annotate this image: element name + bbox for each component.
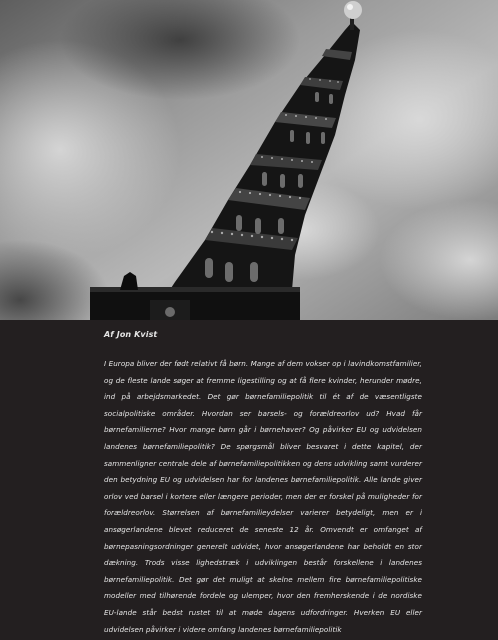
article-abstract: I Europa bliver der født relativt få børn. Mange af dem vokser op i lavindkomstfamilier, og de fleste lande søger at fremme ligestilling og at få flere kvinder, herunder mødre, ind på arbejdsmarkedet. Det gør børnefamiliepolitik til ét af de væsentligste socialpolitiske områder. Hvordan ser barsels- og forældreorlov ud? Hvad får børnefamilierne? Hvor mange børn går i børnehaver? Og påvirker EU og udvidelsen landenes børnefamiliepolitik? De spørgsmål bliver besvaret i dette kapitel, der sammenligner centrale dele af børnefamiliepolitikken og dens udvikling samt vurderer den betydning EU og udvidelsen har for landenes børnefamiliepolitik. Alle lande giver orlov ved barsel i kortere eller længere perioder, men der er forskel på muligheder for forældreorlov. Størrelsen af børnefamilieydelser varierer betydeligt, men er i ansøgerlandene blevet reduceret de seneste 12 år. Omvendt er omfanget af børnepasningsordninger generelt udvidet, hvor ansøgerlandene har beholdt en stor dækning. Trods visse lighedstræk i udviklingen består forskellene i landenes børnefamiliepolitik. Det gør det muligt at skelne mellem fire børnefamiliepolitiske modeller med tilhørende fordele og ulemper, hvor den fremherskende i de nordiske EU-lande står bedst rustet til at møde dagens udfordringer. Hverken EU eller udvidelsen påvirker i videre omfang landenes børnefamiliepolitik — [104, 359, 422, 634]
article-text — [88, 330, 422, 638]
author-byline: Af Jon Kvist — [104, 330, 158, 339]
